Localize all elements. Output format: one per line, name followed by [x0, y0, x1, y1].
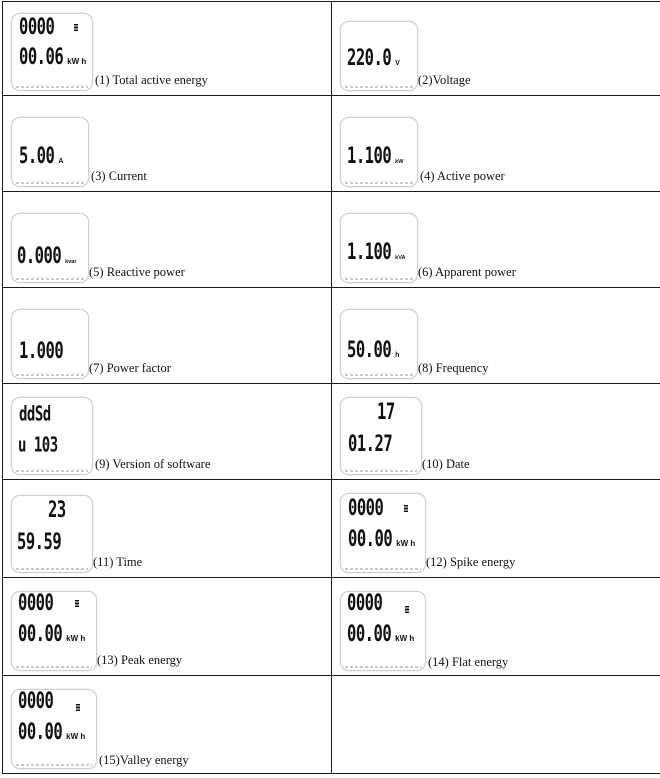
table-cell-item-4 [332, 96, 660, 192]
table-row [3, 96, 660, 192]
table-cell-item-1 [3, 2, 332, 96]
lcd-display-current [11, 117, 89, 187]
lcd-digits-line1: 23 [48, 500, 66, 521]
lcd-display-active-power [340, 117, 418, 187]
lcd-digits-line1: 17 [377, 402, 395, 423]
table-cell-item-11 [3, 480, 332, 578]
caption-item-2: (2)Voltage [418, 73, 471, 88]
lcd-unit-line1: kVA [395, 256, 405, 262]
table-cell-item-6 [332, 192, 660, 288]
table-row [3, 2, 660, 96]
caption-item-11: (11) Time [93, 555, 142, 570]
lcd-digits-line1: 1.100 [347, 242, 391, 263]
lcd-unit-line2: kW h [395, 635, 414, 643]
lcd-digits-line2: 00.00 [348, 529, 392, 550]
caption-item-14: (14) Flat energy [428, 655, 508, 670]
lcd-digits-line1: 0.000 [17, 246, 61, 267]
caption-item-10: (10) Date [422, 457, 470, 472]
lcd-digits-line1: 0000 [19, 17, 54, 38]
table-cell-item-3 [3, 96, 332, 192]
caption-item-8: (8) Frequency [418, 361, 488, 376]
lcd-unit-line1: kW [395, 160, 403, 166]
lcd-unit-line1: h [395, 352, 399, 359]
caption-item-5: (5) Reactive power [89, 265, 185, 280]
lcd-digits-line1: 50.00 [347, 340, 391, 361]
lcd-unit-line2: kW h [67, 58, 86, 66]
bar-marker-icon [75, 600, 79, 607]
caption-item-3: (3) Current [91, 169, 147, 184]
lcd-display-peak-energy [11, 591, 97, 671]
table-cell-item-5 [3, 192, 332, 288]
lcd-display-total-active-energy [11, 13, 93, 91]
lcd-indication-table-page [0, 1, 660, 778]
caption-item-1: (1) Total active energy [95, 73, 208, 88]
lcd-digits-line2: 00.00 [18, 624, 62, 645]
table-row [3, 192, 660, 288]
bar-marker-icon [74, 24, 78, 31]
table-row [3, 288, 660, 384]
lcd-digits-line1: 5.00 [19, 146, 54, 167]
lcd-display-time [11, 495, 93, 573]
display-table [2, 1, 660, 774]
table-cell-empty [332, 676, 660, 774]
caption-item-13: (13) Peak energy [97, 653, 182, 668]
table-cell-item-10 [332, 384, 660, 480]
lcd-unit-line1: V [395, 60, 400, 67]
lcd-display-spike-energy [340, 493, 426, 573]
bar-marker-icon [76, 704, 80, 711]
caption-item-12: (12) Spike energy [426, 555, 515, 570]
lcd-unit-line2: kW h [396, 540, 415, 548]
lcd-display-frequency [340, 309, 418, 379]
lcd-digits-line1: 0000 [348, 498, 383, 519]
lcd-digits-line1: ddSd [19, 406, 51, 425]
caption-item-15: (15)Valley energy [99, 753, 189, 768]
lcd-digits-line2: u 103 [18, 437, 58, 456]
lcd-digits-line2: 00.00 [18, 722, 62, 743]
table-cell-item-12 [332, 480, 660, 578]
lcd-digits-line2: 00.00 [347, 624, 391, 645]
table-cell-item-7 [3, 288, 332, 384]
lcd-unit-line2: kW h [66, 733, 85, 741]
table-cell-item-8 [332, 288, 660, 384]
caption-item-7: (7) Power factor [89, 361, 171, 376]
table-row [3, 384, 660, 480]
table-cell-item-13 [3, 578, 332, 676]
lcd-display-flat-energy [340, 591, 426, 671]
table-cell-item-2 [332, 2, 660, 96]
caption-item-6: (6) Apparent power [418, 265, 516, 280]
table-cell-item-14 [332, 578, 660, 676]
lcd-display-date [340, 397, 422, 475]
lcd-digits-line1: 0000 [347, 593, 382, 614]
table-row [3, 578, 660, 676]
lcd-digits-line1: 0000 [18, 691, 53, 712]
table-row [3, 676, 660, 774]
lcd-unit-line1: kvar [65, 260, 76, 266]
caption-item-9: (9) Version of software [95, 457, 210, 472]
bar-marker-icon [404, 505, 408, 512]
lcd-digits-line1: 220.0 [347, 48, 391, 69]
lcd-display-reactive-power [11, 213, 89, 283]
lcd-digits-line2: 00.06 [19, 47, 63, 68]
lcd-display-voltage [340, 21, 418, 91]
lcd-digits-line1: 0000 [18, 593, 53, 614]
lcd-unit-line1: A [58, 158, 63, 165]
table-cell-item-9 [3, 384, 332, 480]
lcd-digits-line1: 1.000 [19, 341, 63, 362]
lcd-digits-line2: 01.27 [348, 434, 392, 455]
table-cell-item-15 [3, 676, 332, 774]
caption-item-4: (4) Active power [420, 169, 505, 184]
lcd-digits-line1: 1.100 [347, 146, 391, 167]
lcd-display-power-factor [11, 309, 89, 379]
bar-marker-icon [405, 606, 409, 613]
lcd-display-apparent-power [340, 213, 418, 283]
lcd-unit-line2: kW h [66, 635, 85, 643]
lcd-display-software-version [11, 397, 93, 475]
lcd-display-valley-energy [11, 689, 97, 769]
lcd-digits-line2: 59.59 [17, 532, 61, 553]
table-row [3, 480, 660, 578]
